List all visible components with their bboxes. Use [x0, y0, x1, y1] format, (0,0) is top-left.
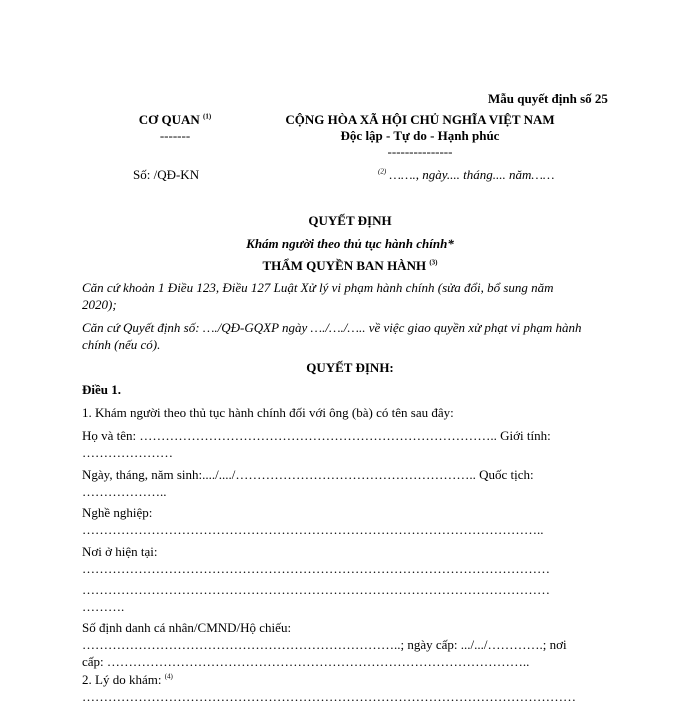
article-1-heading: Điều 1.	[82, 382, 121, 397]
footnote-marker: (4)	[164, 672, 173, 681]
document-subtitle: Khám người theo thủ tục hành chính*	[246, 236, 454, 251]
address-field-1: ………………………………………………………………………………………………	[82, 561, 550, 576]
id-field: ………………………………………………………………..; ngày cấp: .../.../………….; nơi	[82, 637, 567, 652]
document-title: QUYẾT ĐỊNH	[308, 213, 392, 228]
legal-basis-2: Căn cứ Quyết định số: …./QĐ-GQXP ngày …./…./….. về việc giao quyền xử phạt vi phạm hành	[82, 320, 582, 335]
document-number: Số: /QĐ-KN	[133, 167, 200, 182]
address-field-3: ……….	[82, 599, 125, 614]
footnote-marker: (1)	[203, 112, 212, 121]
occupation-field: ……………………………………………………………………………………………..	[82, 522, 544, 537]
place-date: $^{(2)}$ ……., ngày.... tháng.... năm……	[378, 167, 555, 182]
legal-basis-1: Căn cứ khoản 1 Điều 123, Điều 127 Luật Xử lý vi phạm hành chính (sửa đổi, bổ sung năm	[82, 280, 554, 295]
article-1-item-2: 2. Lý do khám: $^{(4)}$	[82, 672, 173, 687]
agency-label: CƠ QUAN $^{(1)}$	[138, 112, 212, 127]
gender-field: …………………	[82, 445, 173, 460]
legal-basis-2-cont: chính (nếu có).	[82, 337, 161, 352]
nation-motto: Độc lập - Tự do - Hạnh phúc	[340, 128, 500, 143]
motto-divider: ---------------	[387, 144, 453, 159]
dob-field: Ngày, tháng, năm sinh:..../..../……………………………………………….. Quốc tịch:	[82, 467, 534, 482]
nation-title: CỘNG HÒA XÃ HỘI CHỦ NGHĨA VIỆT NAM	[285, 112, 555, 127]
issuing-authority: THẨM QUYỀN BAN HÀNH $^{(3)}$	[262, 258, 438, 273]
nationality-field: ………………..	[82, 484, 167, 499]
footnote-marker: (3)	[429, 258, 438, 267]
form-number: Mẫu quyết định số 25	[488, 91, 608, 106]
id-label: Số định danh cá nhân/CMND/Hộ chiếu:	[82, 620, 292, 635]
article-1-item-1: 1. Khám người theo thủ tục hành chính đối với ông (bà) có tên sau đây:	[82, 405, 454, 420]
reason-field: ……………………………………………………………………………………………………	[82, 689, 576, 704]
footnote-marker: (2)	[378, 167, 387, 176]
address-field-2: ………………………………………………………………………………………………	[82, 582, 550, 597]
id-place-field: cấp: ……………………………………………………………………………………..	[82, 654, 530, 669]
decision-heading: QUYẾT ĐỊNH:	[306, 360, 394, 375]
address-label: Nơi ở hiện tại:	[82, 544, 158, 559]
legal-basis-1-cont: 2020);	[82, 297, 117, 312]
occupation-label: Nghề nghiệp:	[82, 505, 153, 520]
name-field: Họ và tên: ……………………………………………………………………….. Giới tính:	[82, 428, 551, 443]
agency-divider: -------	[159, 128, 191, 143]
